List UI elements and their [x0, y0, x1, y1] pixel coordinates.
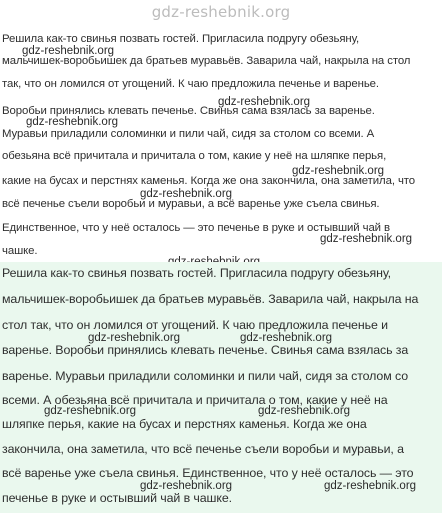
text-line: стол так, что он ломился от угощений. К чаю предложила печенье и	[2, 318, 388, 332]
watermark: gdz-reshebnik.org	[140, 188, 233, 200]
text-line: Муравьи приладили соломинки и пили чай, сидя за столом со всеми. А	[2, 128, 375, 140]
text-line: мальчишек-воробьишек да братьев муравьёв. Заварила чай, накрыла на стол	[2, 55, 411, 67]
watermark: gdz-reshebnik.org	[22, 45, 115, 57]
watermark: gdz-reshebnik.org	[320, 233, 413, 245]
site-title[interactable]: gdz-reshebnik.org	[151, 3, 291, 21]
watermark: gdz-reshebnik.org	[258, 405, 351, 417]
text-line: Единственное, что у неё осталось — это печенье в руке и остывший чай в	[2, 222, 390, 234]
text-line: чашке.	[2, 245, 38, 257]
watermark: gdz-reshebnik.org	[44, 405, 137, 417]
text-line: шляпке перья, какие на бусах и перстнях каменья. Когда же она	[2, 417, 367, 431]
text-line: всё печенье съели воробьи и муравьи, а всё варенье уже съела свинья.	[2, 198, 380, 210]
text-line: какие на бусах и перстнях каменья. Когда же она закончила, она заметила, что	[2, 175, 416, 187]
watermark: gdz-reshebnik.org	[26, 116, 119, 128]
watermark: gdz-reshebnik.org	[218, 96, 311, 108]
text-line: варенье. Воробьи принялись клевать печенье. Свинья сама взялась за	[2, 343, 409, 357]
corrected-text-passage	[0, 262, 442, 513]
text-line: печенье в руке и остывший чай в чашке.	[2, 491, 232, 505]
watermark: gdz-reshebnik.org	[140, 480, 233, 492]
watermark: gdz-reshebnik.org	[292, 165, 385, 177]
watermark: gdz-reshebnik.org	[324, 480, 417, 492]
text-line: закончила, она заметила, что всё печенье съели воробьи и муравьи, а	[2, 442, 404, 456]
text-line: Решила как-то свинья позвать гостей. Пригласила подругу обезьяну,	[2, 33, 360, 45]
text-line: всеми. А обезьяна всё причитала и причитала о том, какие у неё на	[2, 393, 388, 407]
text-line: всё варенье уже съела свинья. Единственное, что у неё осталось — это	[2, 466, 414, 480]
text-line: Воробьи принялись клевать печенье. Свинья сама взялась за варенье.	[2, 105, 375, 117]
original-text-passage	[0, 28, 442, 258]
watermark: gdz-reshebnik.org	[88, 332, 181, 344]
text-line: так, что он ломился от угощений. К чаю предложила печенье и варенье.	[2, 78, 379, 90]
text-line: мальчишек-воробьишек да братьев муравьёв. Заварила чай, накрыла на	[2, 292, 419, 306]
text-line: варенье. Муравьи приладили соломинки и пили чай, сидя за столом со	[2, 369, 409, 383]
site-header	[0, 0, 442, 26]
text-line: Решила как-то свинья позвать гостей. Пригласила подругу обезьяну,	[2, 266, 392, 280]
watermark: gdz-reshebnik.org	[240, 332, 333, 344]
text-line: обезьяна всё причитала и причитала о том, какие у неё на шляпке перья,	[2, 150, 387, 162]
